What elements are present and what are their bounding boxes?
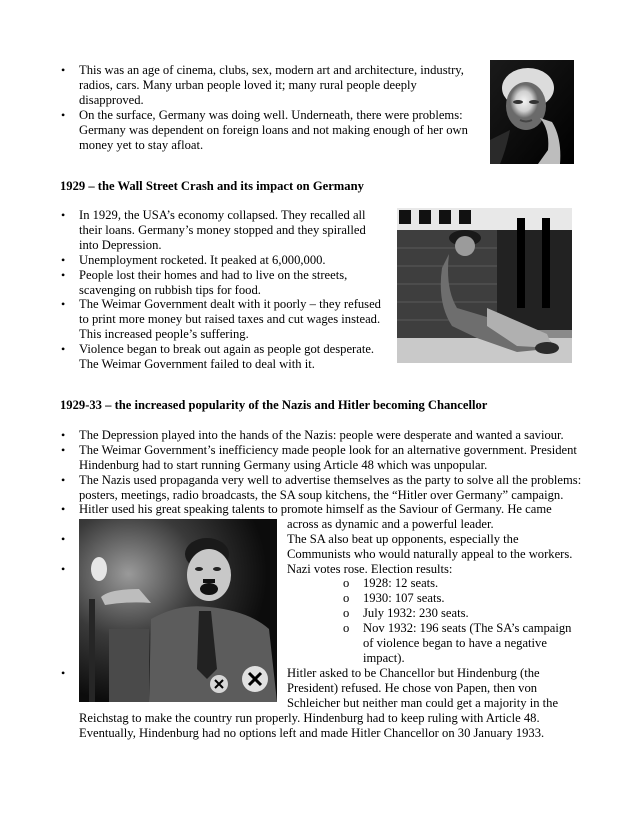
bullet-marker: • bbox=[61, 428, 66, 442]
portrait-photo bbox=[490, 60, 574, 164]
bullet-line: The Weimar Government dealt with it poorly – they refused bbox=[79, 297, 381, 311]
sub-bullet-marker: o bbox=[343, 591, 350, 605]
bullet-line: Hitler asked to be Chancellor but Hindenburg (the bbox=[287, 666, 540, 680]
bullet-line: Reichstag to make the country run properly. Hindenburg had to keep ruling with Article 48. bbox=[79, 711, 540, 725]
election-result: 1930: 107 seats. bbox=[363, 591, 445, 605]
bullet-line: The Depression played into the hands of the Nazis: people were desperate and wanted a saviour. bbox=[79, 428, 564, 442]
bullet-line: Communists who would naturally appeal to the workers. bbox=[287, 547, 573, 561]
bullet-marker: • bbox=[61, 562, 66, 576]
bullet-line: disapproved. bbox=[79, 93, 144, 107]
bullet-line: On the surface, Germany was doing well. Underneath, there were problems: bbox=[79, 108, 463, 122]
bullet-line: posters, meetings, radio broadcasts, the SA soup kitchens, the “Hitler over Germany” campaign. bbox=[79, 488, 564, 502]
bullet-marker: • bbox=[61, 63, 66, 77]
hitler-speech-photo bbox=[79, 519, 277, 702]
bullet-marker: • bbox=[61, 268, 66, 282]
bullet-marker: • bbox=[61, 208, 66, 222]
bullet-marker: • bbox=[61, 666, 66, 680]
bullet-marker: • bbox=[61, 342, 66, 356]
bullet-line: This was an age of cinema, clubs, sex, modern art and architecture, industry, bbox=[79, 63, 464, 77]
bullet-line: Violence began to break out again as people got desperate. bbox=[79, 342, 375, 356]
bullet-line: money yet to stay afloat. bbox=[79, 138, 204, 152]
bullet-marker: • bbox=[61, 253, 66, 267]
bullet-line: People lost their homes and had to live on the streets, bbox=[79, 268, 348, 282]
bullet-marker: • bbox=[61, 502, 66, 516]
bullet-marker: • bbox=[61, 443, 66, 457]
section-heading: 1929-33 – the increased popularity of the Nazis and Hitler becoming Chancellor bbox=[60, 398, 488, 412]
sub-bullet-marker: o bbox=[343, 576, 350, 590]
street-photo bbox=[397, 208, 572, 363]
bullet-line: into Depression. bbox=[79, 238, 162, 252]
sub-bullet-marker: o bbox=[343, 606, 350, 620]
bullet-line: The Nazis used propaganda very well to advertise themselves as the party to solve all the problems: bbox=[79, 473, 582, 487]
bullet-line: The Weimar Government failed to deal with it. bbox=[79, 357, 315, 371]
bullet-line: Nazi votes rose. Election results: bbox=[287, 562, 453, 576]
bullet-line: radios, cars. Many urban people loved it; many rural people deeply bbox=[79, 78, 417, 92]
bullet-line: to print more money but raised taxes and cut wages instead. bbox=[79, 312, 381, 326]
bullet-line: Unemployment rocketed. It peaked at 6,000,000. bbox=[79, 253, 326, 267]
bullet-line: Hitler used his great speaking talents to promote himself as the Saviour of Germany. He came bbox=[79, 502, 552, 516]
bullet-line: The SA also beat up opponents, especially the bbox=[287, 532, 519, 546]
sub-bullet-marker: o bbox=[343, 621, 350, 635]
bullet-line: across as dynamic and a powerful leader. bbox=[287, 517, 494, 531]
bullet-line: Hindenburg had to start running Germany using Article 48 which was unpopular. bbox=[79, 458, 488, 472]
bullet-line: Eventually, Hindenburg had no options left and made Hitler Chancellor on 30 January 1933. bbox=[79, 726, 545, 740]
bullet-line: This increased people’s suffering. bbox=[79, 327, 249, 341]
bullet-line: President) refused. He chose von Papen, then von bbox=[287, 681, 538, 695]
bullet-line: their loans. Germany’s money stopped and they spiralled bbox=[79, 223, 366, 237]
bullet-line: In 1929, the USA’s economy collapsed. They recalled all bbox=[79, 208, 366, 222]
bullet-line: scavenging on rubbish tips for food. bbox=[79, 283, 261, 297]
election-result: of violence began to have a negative bbox=[363, 636, 547, 650]
bullet-line: Germany was dependent on foreign loans and not making enough of her own bbox=[79, 123, 468, 137]
election-result: Nov 1932: 196 seats (The SA’s campaign bbox=[363, 621, 572, 635]
bullet-marker: • bbox=[61, 532, 66, 546]
bullet-marker: • bbox=[61, 473, 66, 487]
election-result: 1928: 12 seats. bbox=[363, 576, 439, 590]
election-result: impact). bbox=[363, 651, 405, 665]
section-heading: 1929 – the Wall Street Crash and its impact on Germany bbox=[60, 179, 364, 193]
bullet-line: Schleicher but neither man could get a majority in the bbox=[287, 696, 559, 710]
election-result: July 1932: 230 seats. bbox=[363, 606, 469, 620]
bullet-marker: • bbox=[61, 297, 66, 311]
bullet-marker: • bbox=[61, 108, 66, 122]
bullet-line: The Weimar Government’s inefficiency made people look for an alternative government. President bbox=[79, 443, 577, 457]
